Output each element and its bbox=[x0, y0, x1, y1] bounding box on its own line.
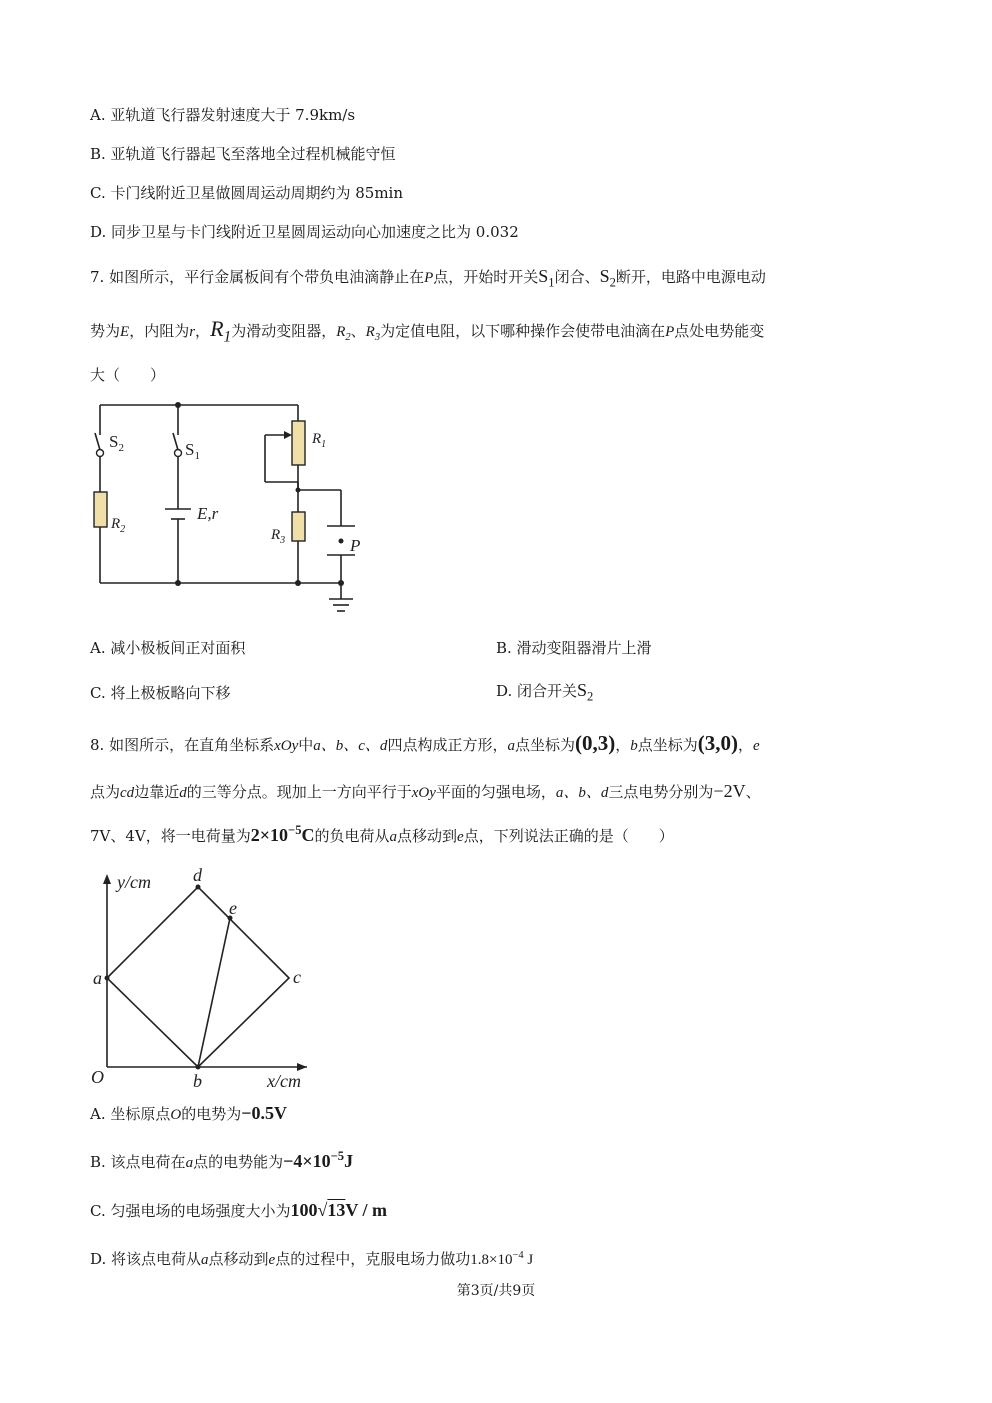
q7-option-d-s-sub: 2 bbox=[587, 689, 594, 704]
q8-e: e bbox=[753, 738, 760, 754]
label-s1: $S_1$ bbox=[185, 440, 200, 462]
q8-text: 平面的匀强电场， bbox=[435, 783, 556, 801]
q8-text: 中 bbox=[298, 736, 314, 754]
q8-potential-a: −2V bbox=[713, 781, 746, 801]
q8-charge bbox=[251, 825, 315, 845]
q8-text: 、 bbox=[745, 783, 761, 801]
q8-charge-unit: C bbox=[301, 825, 315, 845]
q8-e: e bbox=[457, 829, 464, 845]
segment-be bbox=[198, 918, 230, 1067]
q7-r2 bbox=[336, 324, 351, 343]
q8-abcd: a、b、c、d bbox=[313, 738, 388, 754]
s1-contact bbox=[175, 450, 182, 457]
origin-label: O bbox=[91, 1067, 104, 1087]
q7-r3 bbox=[365, 324, 381, 343]
q7-text: 点，开始时开关 bbox=[433, 268, 539, 286]
q8-e: e bbox=[268, 1252, 276, 1268]
label-p: P bbox=[350, 536, 361, 555]
q8-option-b-value bbox=[283, 1151, 353, 1171]
q7-s1-sub: 1 bbox=[548, 275, 555, 290]
q7-text: ，内阻为 bbox=[129, 322, 190, 340]
q8-option-c-root: 13 bbox=[327, 1200, 346, 1220]
q8-option-d-exp: −4 bbox=[512, 1250, 524, 1261]
q7-text: 点处电势能变 bbox=[674, 322, 765, 340]
q7-internal-r: r bbox=[189, 324, 196, 340]
q8-abd: a、b、d bbox=[555, 785, 609, 801]
q8-a: a bbox=[507, 738, 515, 754]
q8-b: b bbox=[630, 738, 638, 754]
q8-text: 点的电势能为 bbox=[193, 1153, 284, 1171]
q7-r1-sub: 1 bbox=[223, 328, 232, 346]
q8-option-c-value bbox=[290, 1200, 387, 1220]
q8-coord-a: (0,3) bbox=[574, 731, 616, 755]
junction-dot bbox=[295, 580, 301, 586]
q7-option-d-text: D. 闭合开关 bbox=[496, 682, 578, 700]
q8-text: ， bbox=[738, 736, 754, 754]
q8-text: 7V、4V，将一电荷量为 bbox=[90, 827, 251, 845]
q8-d: d bbox=[179, 785, 187, 801]
q8-text: 的三等分点。现加上一方向平行于 bbox=[186, 783, 412, 801]
q7-r3-symbol: R bbox=[365, 324, 375, 340]
q7-option-c: C. 将上极板略向下移 bbox=[90, 684, 231, 702]
label-c: c bbox=[293, 967, 301, 987]
q8-option-d bbox=[90, 1248, 533, 1269]
q7-switch-s2 bbox=[599, 266, 616, 290]
q7-point-p: P bbox=[424, 270, 434, 286]
sqrt-icon: √ bbox=[317, 1200, 328, 1220]
q8-text: 点坐标为 bbox=[514, 736, 575, 754]
q8-option-d-base: 1.8×10 bbox=[470, 1252, 513, 1268]
q7-switch-s1 bbox=[538, 266, 555, 290]
q6-option-d: D. 同步卫星与卡门线附近卫星圆周运动向心加速度之比为 0.032 bbox=[90, 223, 519, 241]
point-a bbox=[105, 976, 110, 981]
q8-option-c-coef: 100 bbox=[290, 1200, 318, 1220]
q7-r3-sub: 3 bbox=[374, 332, 381, 343]
q8-charge-exp: −5 bbox=[288, 823, 302, 837]
q7-r2-sub: 2 bbox=[345, 332, 351, 343]
q8-stem-line3 bbox=[90, 823, 674, 846]
square-abcd bbox=[107, 887, 289, 1067]
label-s2: $S_2$ bbox=[109, 432, 124, 454]
q7-circuit-diagram bbox=[85, 395, 375, 625]
q7-s2-sub: 2 bbox=[609, 275, 616, 290]
q8-text: B. 该点电荷在 bbox=[90, 1153, 186, 1171]
q7-text: ， bbox=[195, 322, 211, 340]
q7-text: 为滑动变阻器， bbox=[231, 322, 337, 340]
slider-arrow-icon bbox=[284, 431, 292, 439]
q8-text: 点坐标为 bbox=[637, 736, 698, 754]
q8-option-a bbox=[90, 1103, 287, 1124]
q8-text: 点的过程中，克服电场力做功 bbox=[275, 1250, 471, 1268]
q8-a: a bbox=[185, 1155, 194, 1171]
q8-option-c-unit: V / m bbox=[345, 1200, 388, 1220]
q7-stem-line1 bbox=[90, 266, 766, 291]
q7-emf: E bbox=[120, 324, 130, 340]
q8-text: 三点电势分别为 bbox=[608, 783, 714, 801]
q8-text: 点移动到 bbox=[208, 1250, 269, 1268]
q7-r1 bbox=[210, 316, 232, 346]
q8-option-b bbox=[90, 1149, 353, 1172]
y-axis-label: y/cm bbox=[117, 872, 151, 892]
q8-option-b-unit: J bbox=[344, 1151, 354, 1171]
q6-option-c: C. 卡门线附近卫星做圆周运动周期约为 85min bbox=[90, 184, 404, 202]
q6-option-a: A. 亚轨道飞行器发射速度大于 7.9km/s bbox=[90, 106, 356, 124]
q7-text: 、 bbox=[350, 322, 366, 340]
q7-s2-symbol: S bbox=[599, 266, 610, 286]
x-axis-arrow-icon bbox=[297, 1063, 307, 1071]
q8-text: 8. 如图所示，在直角坐标系 bbox=[90, 736, 275, 754]
q8-text: 的负电荷从 bbox=[314, 827, 390, 845]
oil-droplet bbox=[339, 539, 344, 544]
q7-option-b: B. 滑动变阻器滑片上滑 bbox=[496, 639, 652, 657]
r3-resistor bbox=[292, 512, 305, 541]
q8-option-c bbox=[90, 1200, 387, 1221]
r1-rheostat bbox=[292, 421, 305, 465]
x-axis-label: x/cm bbox=[267, 1071, 301, 1091]
label-er: E,r bbox=[197, 504, 219, 523]
q7-text: 为定值电阻，以下哪种操作会使带电油滴在 bbox=[380, 322, 666, 340]
q7-r2-symbol: R bbox=[336, 324, 346, 340]
label-a: a bbox=[93, 968, 102, 988]
q7-option-d-s2 bbox=[577, 680, 594, 704]
q8-a: a bbox=[389, 829, 398, 845]
q7-option-a: A. 减小极板间正对面积 bbox=[90, 639, 246, 657]
q7-stem-line2 bbox=[90, 316, 764, 346]
label-e: e bbox=[229, 898, 237, 918]
q8-option-a-value: −0.5V bbox=[241, 1103, 287, 1123]
q8-text: 边靠近 bbox=[134, 783, 180, 801]
q7-r1-symbol: R bbox=[210, 316, 224, 341]
q8-o: O bbox=[170, 1107, 182, 1123]
q8-square-diagram bbox=[85, 860, 325, 1095]
q8-text: 点为 bbox=[90, 783, 121, 801]
q8-option-b-base: −4×10 bbox=[283, 1151, 331, 1171]
s2-contact bbox=[97, 450, 104, 457]
junction-dot bbox=[296, 488, 301, 493]
q7-s1-symbol: S bbox=[538, 266, 549, 286]
q8-text: 的电势为 bbox=[181, 1105, 242, 1123]
q8-charge-base: 2×10 bbox=[250, 825, 289, 845]
label-r1: $R_1$ bbox=[312, 431, 327, 450]
q8-cd: cd bbox=[120, 785, 135, 801]
label-d: d bbox=[193, 865, 202, 885]
label-r3: $R_3$ bbox=[271, 527, 286, 546]
q7-text: 7. 如图所示，平行金属板间有个带负电油滴静止在 bbox=[90, 268, 425, 286]
q8-stem-line1 bbox=[90, 731, 760, 756]
q8-text: 点移动到 bbox=[397, 827, 458, 845]
q8-text: D. 将该点电荷从 bbox=[90, 1250, 202, 1268]
q8-text: A. 坐标原点 bbox=[90, 1105, 171, 1123]
q8-text: 四点构成正方形， bbox=[387, 736, 508, 754]
point-b bbox=[196, 1065, 201, 1070]
q6-option-b: B. 亚轨道飞行器起飞至落地全过程机械能守恒 bbox=[90, 145, 396, 163]
q8-option-d-value bbox=[470, 1252, 533, 1268]
q8-text: ， bbox=[615, 736, 631, 754]
q8-text: C. 匀强电场的电场强度大小为 bbox=[90, 1202, 291, 1220]
q7-text: 势为 bbox=[90, 322, 121, 340]
q8-stem-line2 bbox=[90, 781, 761, 802]
y-axis-arrow-icon bbox=[103, 874, 111, 884]
label-b: b bbox=[193, 1071, 202, 1091]
q8-a: a bbox=[201, 1252, 209, 1268]
q7-option-d bbox=[496, 680, 593, 705]
q8-xoy: xOy bbox=[274, 738, 299, 754]
point-d bbox=[196, 885, 201, 890]
q7-point-p: P bbox=[665, 324, 675, 340]
junction-dot bbox=[175, 402, 181, 408]
page-footer: 第3页/共9页 bbox=[456, 1283, 536, 1299]
junction-dot bbox=[175, 580, 181, 586]
junction-dot bbox=[338, 580, 344, 586]
q7-option-d-s-symbol: S bbox=[577, 680, 588, 700]
q7-stem-line3: 大（ ） bbox=[90, 366, 166, 384]
q8-xoy: xOy bbox=[411, 785, 436, 801]
r2-resistor bbox=[94, 492, 107, 527]
q7-text: 断开，电路中电源电动 bbox=[615, 268, 766, 286]
q8-option-b-exp: −5 bbox=[330, 1149, 345, 1163]
q8-coord-b: (3,0) bbox=[697, 731, 738, 755]
q8-option-d-unit: J bbox=[527, 1252, 534, 1268]
q8-text: 点，下列说法正确的是（ ） bbox=[463, 827, 674, 845]
label-r2: $R_2$ bbox=[111, 516, 126, 535]
q7-text: 闭合、 bbox=[554, 268, 600, 286]
